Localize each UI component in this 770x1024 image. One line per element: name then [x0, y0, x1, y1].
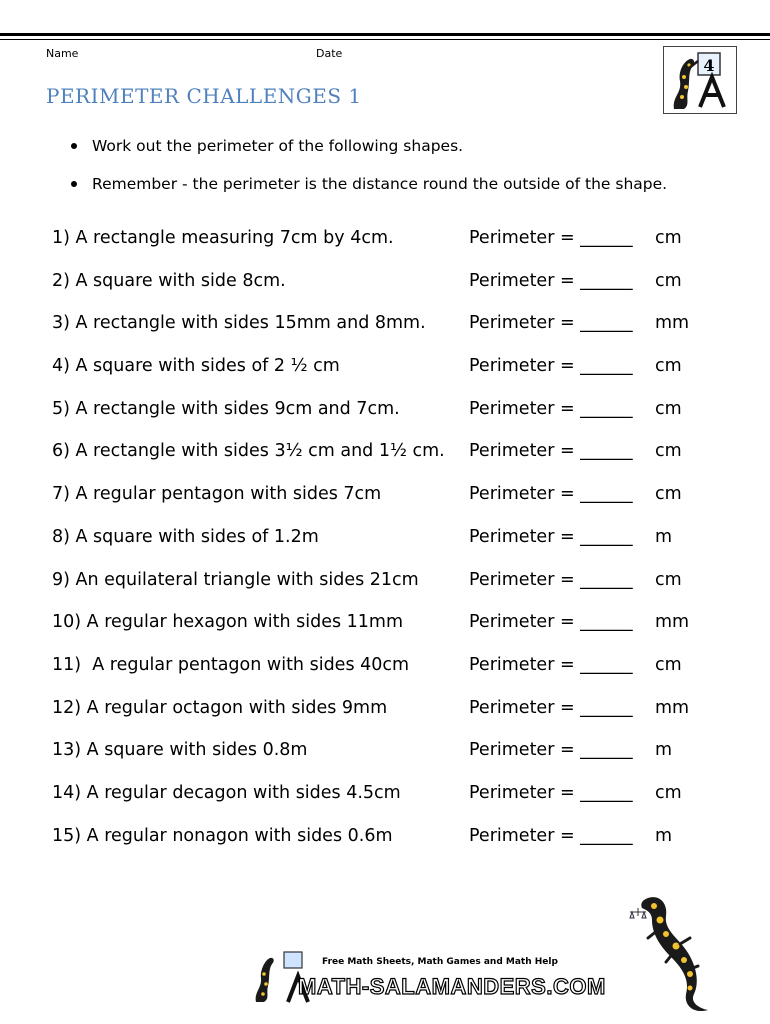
answer-blank[interactable]: Perimeter = ______: [469, 654, 633, 675]
question-text: 7) A regular pentagon with sides 7cm: [52, 484, 382, 505]
grade-number: 4: [703, 56, 715, 75]
answer-unit: cm: [655, 782, 682, 803]
instruction-item: [68, 174, 667, 212]
question-text: 10) A regular hexagon with sides 11mm: [52, 612, 403, 633]
question-text: 5) A rectangle with sides 9cm and 7cm.: [52, 398, 400, 419]
question-row: [52, 738, 742, 781]
top-rule-thin: [0, 39, 770, 40]
question-row: [52, 696, 742, 739]
question-row: [52, 311, 742, 354]
question-text: 14) A regular decagon with sides 4.5cm: [52, 782, 401, 803]
answer-unit: m: [655, 825, 673, 846]
answer-blank[interactable]: Perimeter = ______: [469, 313, 633, 334]
answer-unit: cm: [655, 569, 682, 590]
answer-blank[interactable]: Perimeter = ______: [469, 398, 633, 419]
bullet-icon: [71, 181, 77, 187]
top-rule-thick: [0, 33, 770, 36]
question-text: 3) A rectangle with sides 15mm and 8mm.: [52, 313, 426, 334]
answer-unit: mm: [655, 313, 690, 334]
answer-blank[interactable]: Perimeter = ______: [469, 270, 633, 291]
question-text: 2) A square with side 8cm.: [52, 270, 286, 291]
question-text: 8) A square with sides of 1.2m: [52, 526, 319, 547]
answer-blank[interactable]: Perimeter = ______: [469, 612, 633, 633]
date-label: Date: [316, 47, 343, 60]
question-row: [52, 354, 742, 397]
answer-blank[interactable]: Perimeter = ______: [469, 526, 633, 547]
instruction-text: Work out the perimeter of the following shapes.: [92, 137, 464, 155]
grade-logo: [663, 46, 737, 114]
salamander-teacher-icon: [664, 47, 736, 113]
question-row: [52, 653, 742, 696]
answer-blank[interactable]: Perimeter = ______: [469, 356, 633, 377]
answer-unit: m: [655, 526, 673, 547]
answer-blank[interactable]: Perimeter = ______: [469, 441, 633, 462]
answer-blank[interactable]: Perimeter = ______: [469, 484, 633, 505]
page-title: PERIMETER CHALLENGES 1: [46, 84, 362, 108]
instruction-item: [68, 136, 667, 174]
instructions-list: [68, 136, 667, 212]
question-text: 12) A regular octagon with sides 9mm: [52, 697, 388, 718]
answer-blank[interactable]: Perimeter = ______: [469, 228, 633, 248]
question-row: [52, 439, 742, 482]
footer-brand-link[interactable]: MATH-SALAMANDERS.COM: [298, 974, 606, 999]
answer-unit: mm: [655, 612, 690, 633]
question-row: [52, 397, 742, 440]
answer-blank[interactable]: Perimeter = ______: [469, 569, 633, 590]
question-row: [52, 525, 742, 568]
answer-unit: cm: [655, 356, 682, 377]
question-row: [52, 226, 742, 269]
question-row: [52, 781, 742, 824]
answer-unit: cm: [655, 654, 682, 675]
question-text: 1) A rectangle measuring 7cm by 4cm.: [52, 228, 394, 248]
bullet-icon: [71, 143, 77, 149]
name-label: Name: [46, 47, 79, 60]
question-text: 4) A square with sides of 2 ½ cm: [52, 356, 340, 377]
question-text: 9) An equilateral triangle with sides 21cm: [52, 569, 419, 590]
answer-unit: cm: [655, 484, 682, 505]
answer-unit: cm: [655, 441, 682, 462]
question-text: 11) A regular pentagon with sides 40cm: [52, 654, 410, 675]
question-text: 6) A rectangle with sides 3½ cm and 1½ cm.: [52, 441, 445, 462]
answer-unit: cm: [655, 228, 682, 248]
footer-tagline: Free Math Sheets, Math Games and Math Help: [322, 957, 558, 967]
salamander-mascot-icon: [628, 890, 718, 1015]
answer-unit: cm: [655, 270, 682, 291]
question-text: 15) A regular nonagon with sides 0.6m: [52, 825, 393, 846]
question-row: [52, 269, 742, 312]
answer-blank[interactable]: Perimeter = ______: [469, 697, 633, 718]
question-row: [52, 482, 742, 525]
question-row: [52, 824, 742, 867]
instruction-text: Remember - the perimeter is the distance round the outside of the shape.: [92, 175, 668, 193]
answer-unit: mm: [655, 697, 690, 718]
question-row: [52, 610, 742, 653]
question-row: [52, 568, 742, 611]
question-text: 13) A square with sides 0.8m: [52, 740, 308, 761]
answer-blank[interactable]: Perimeter = ______: [469, 782, 633, 803]
answer-blank[interactable]: Perimeter = ______: [469, 740, 633, 761]
answer-unit: cm: [655, 398, 682, 419]
questions-list: [52, 226, 742, 866]
answer-unit: m: [655, 740, 673, 761]
answer-blank[interactable]: Perimeter = ______: [469, 825, 633, 846]
